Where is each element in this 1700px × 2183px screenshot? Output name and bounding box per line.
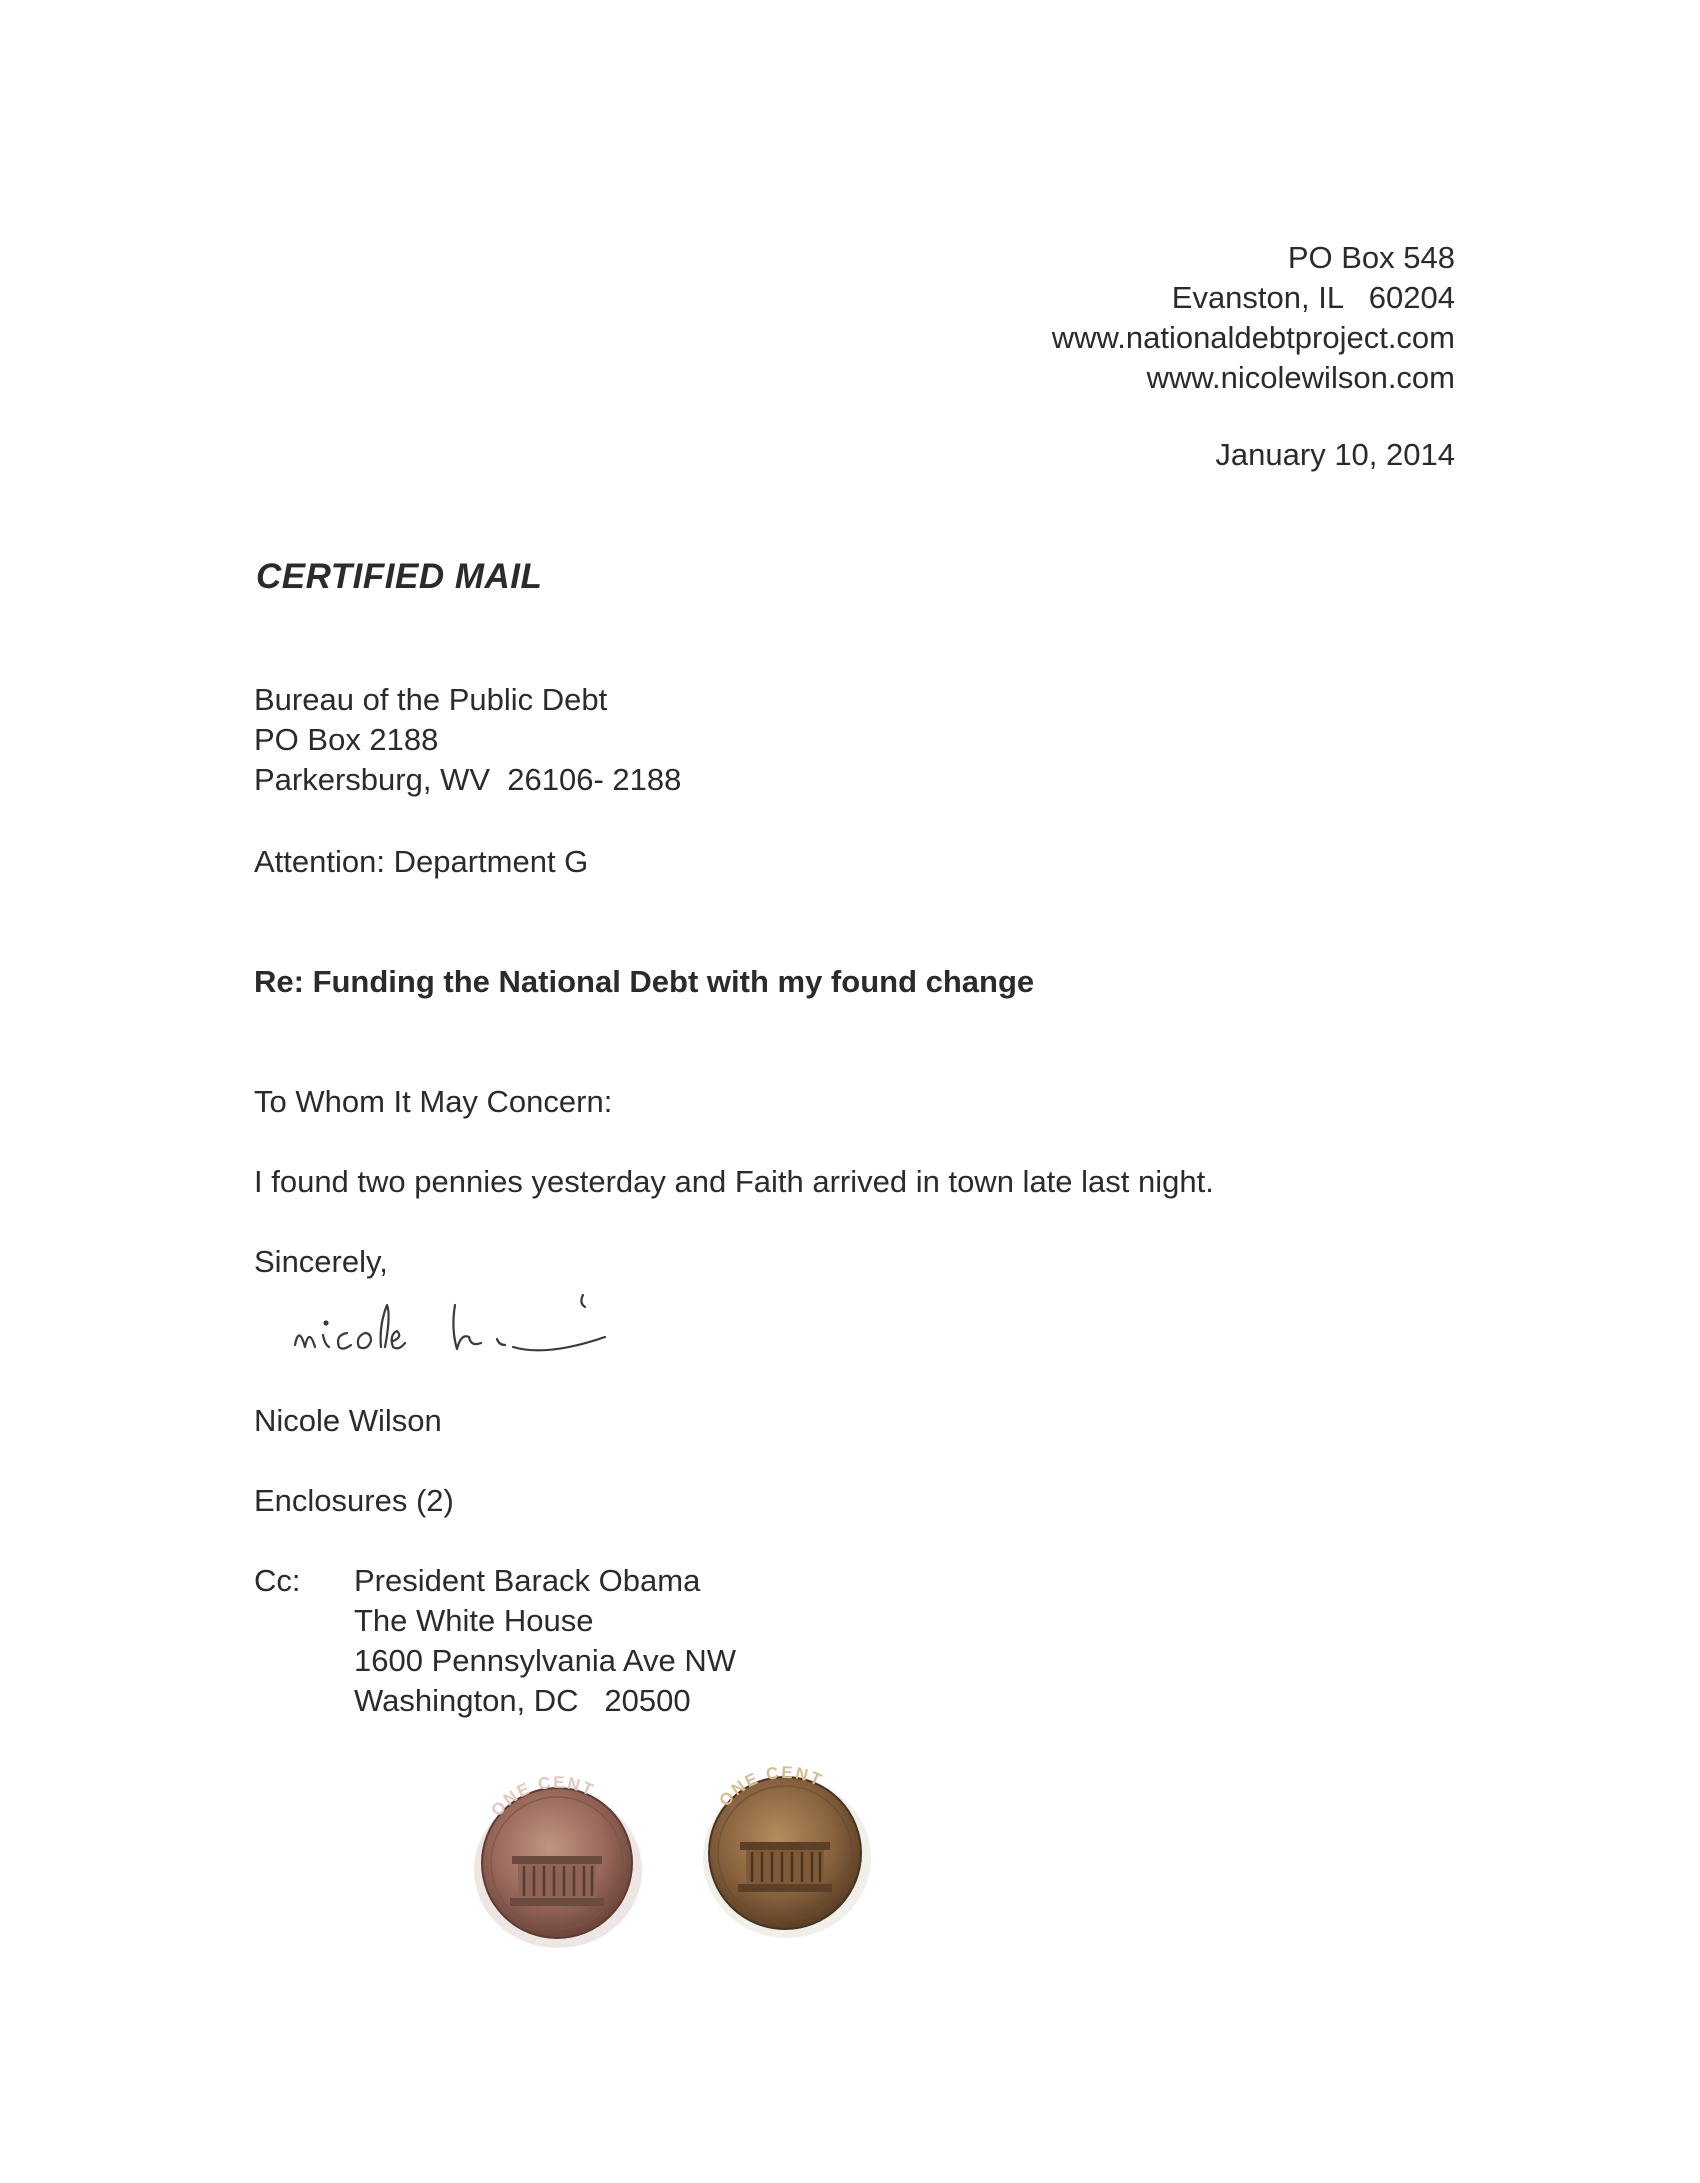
penny-right (703, 1763, 871, 1938)
salutation: To Whom It May Concern: (254, 1084, 613, 1119)
sender-website-1: www.nationaldebtproject.com (1051, 320, 1455, 355)
svg-text:ONE CENT: ONE CENT (715, 1762, 826, 1811)
sender-city: Evanston, IL 60204 (1171, 280, 1455, 315)
cc-label: Cc: (254, 1563, 301, 1598)
handwritten-signature (285, 1285, 665, 1375)
cc-org: The White House (354, 1603, 594, 1638)
cc-city: Washington, DC 20500 (354, 1683, 691, 1718)
recipient-name: Bureau of the Public Debt (254, 682, 608, 717)
attention-line: Attention: Department G (254, 844, 589, 879)
cc-address (354, 1561, 736, 1721)
recipient-city: Parkersburg, WV 26106- 2188 (254, 762, 682, 797)
enclosed-pennies (440, 1760, 900, 1960)
closing: Sincerely, (254, 1244, 388, 1279)
recipient-address (254, 680, 681, 800)
sender-po-box: PO Box 548 (1287, 240, 1455, 275)
subject-line: Re: Funding the National Debt with my found change (254, 964, 1035, 999)
cc-street: 1600 Pennsylvania Ave NW (354, 1643, 736, 1678)
signer-name: Nicole Wilson (254, 1403, 442, 1438)
penny-left (474, 1773, 642, 1948)
letter-date: January 10, 2014 (1215, 437, 1455, 472)
sender-website-2: www.nicolewilson.com (1146, 360, 1455, 395)
recipient-po-box: PO Box 2188 (254, 722, 439, 757)
svg-text:ONE CENT: ONE CENT (487, 1772, 598, 1821)
cc-name: President Barack Obama (354, 1563, 701, 1598)
certified-mail-heading: CERTIFIED MAIL (256, 557, 543, 596)
letter-body: I found two pennies yesterday and Faith arrived in town late last night. (254, 1164, 1214, 1199)
enclosures-line: Enclosures (2) (254, 1483, 454, 1518)
sender-address (1052, 238, 1455, 398)
